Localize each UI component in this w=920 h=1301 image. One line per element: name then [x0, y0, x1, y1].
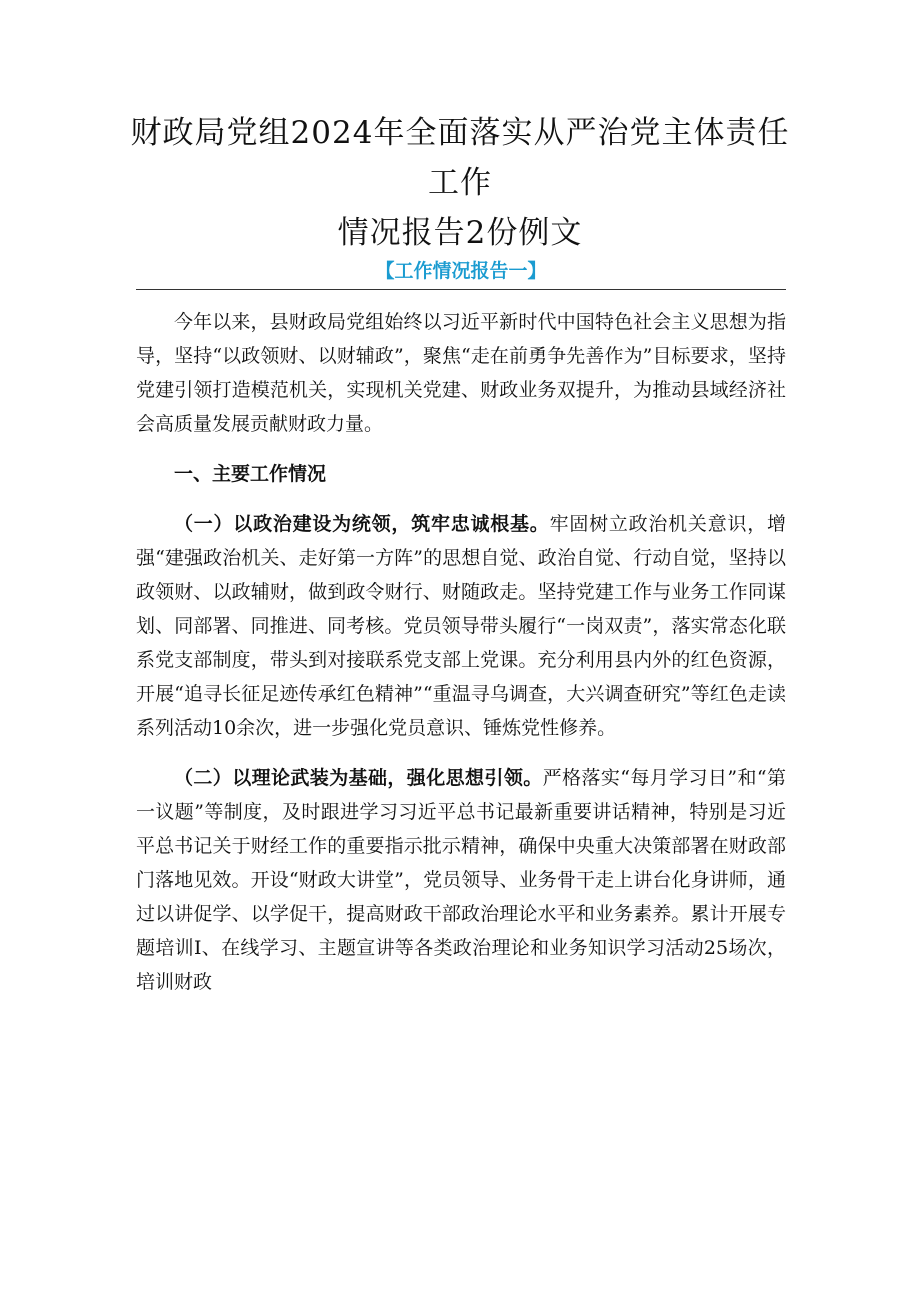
- document-title: [120, 108, 800, 258]
- section-divider: [136, 289, 786, 290]
- section-heading-main-work: 一、主要工作情况: [174, 463, 327, 485]
- title-line-2: 情况报告2份例文: [337, 215, 583, 251]
- section-label: 【工作情况报告一】: [375, 260, 547, 282]
- document-body: [136, 305, 786, 999]
- title-line-1: 财政局党组2024年全面落实从严治党主体责任工作: [130, 115, 790, 201]
- item-2-body: 严格落实“每月学习日”和“第一议题”等制度，及时跟进学习习近平总书记最新重要讲话精神，特别是习近平总书记关于财经工作的重要指示批示精神，确保中央重大决策部署在财政部门落地见效。开设“财政大讲堂”，党员领导、业务骨干走上讲台化身讲师，通过以讲促学、以学促干，提高财政干部政治理论水平和业务素养。累计开展专题培训I、在线学习、主题宣讲等各类政治理论和业务知识学习活动25场次，培训财政: [136, 767, 786, 993]
- item-2-paragraph: [136, 761, 786, 999]
- intro-paragraph: 今年以来，县财政局党组始终以习近平新时代中国特色社会主义思想为指导，坚持“以政领财、以财辅政”，聚焦“走在前勇争先善作为”目标要求，坚持党建引领打造模范机关，实现机关党建、财政业务双提升，为推动县域经济社会高质量发展贡献财政力量。: [136, 311, 786, 435]
- item-1-body: 牢固树立政治机关意识，增强“建强政治机关、走好第一方阵”的思想自觉、政治自觉、行动自觉，坚持以政领财、以政辅财，做到政令财行、财随政走。坚持党建工作与业务工作同谋划、同部署、同推进、同考核。党员领导带头履行“一岗双责”，落实常态化联系党支部制度，带头到对接联系党支部上党课。充分利用县内外的红色资源，开展“追寻长征足迹传承红色精神”“重温寻乌调查，大兴调查研究”等红色走读系列活动10余次，进一步强化党员意识、锤炼党性修养。: [136, 513, 786, 739]
- item-2-lead: （二）以理论武装为基础，强化思想引领。: [174, 767, 543, 789]
- item-1-paragraph: [136, 507, 786, 745]
- item-1-lead: （一）以政治建设为统领，筑牢忠诚根基。: [174, 513, 550, 535]
